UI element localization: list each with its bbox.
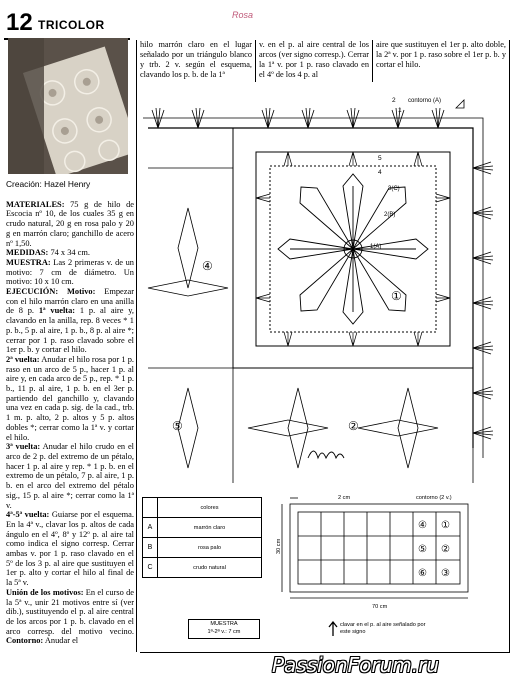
label-round-2b: 2(B) — [384, 212, 396, 218]
sample-text: Las 2 primeras v. de un motivo: 7 cm de diámetro. Un motivo: 10 x 10 cm. — [6, 257, 134, 287]
sample-label: MUESTRA: — [6, 257, 51, 267]
join-sign-note: clavar en el p. al aire señalado por este signo — [340, 622, 426, 635]
legend-label: rosa palo — [158, 538, 262, 558]
materials-label: MATERIALES: — [6, 199, 65, 209]
sample-box-text: 1ª-2ª v.: 7 cm — [207, 629, 241, 635]
top-column-3-text: aire que sustituyen el 1er p. alto doble, la 2ª v. por 1 p. raso sobre el 1er p. b. y cortar el hilo. — [376, 40, 506, 69]
round45-paragraph — [6, 510, 134, 588]
handwritten-note: Rosa — [232, 10, 254, 20]
column-rule-2 — [255, 40, 256, 82]
credit-line: Creación: Hazel Henry — [6, 179, 91, 189]
label-round-2-outer: 2 — [392, 97, 396, 104]
legend-row — [143, 558, 262, 578]
star-flower — [278, 174, 428, 324]
round3-text: Anudar el hilo crudo en el arco de 2 p. del extremo de un pétalo, hacer 1 p. al aire y rep. * 1 p. b. en el extremo de un pétalo, 7 p. al aire, 1 p. b. en el arco del extremo del pétalo sig., 15 p. al aire *; cerrar como la 1ª v. — [6, 442, 134, 510]
cell-marker-6: ⑥ — [418, 568, 427, 579]
top-column-2-text: v. en el p. al aire central de los arcos (ver signo corresp.). Cerrar la 1ª v. por 1 p. raso clavado en el 4º de los 4 p. al — [259, 40, 369, 79]
label-contorno-a: contorno (A) — [408, 98, 442, 104]
border-label: Contorno: — [6, 636, 44, 646]
column-rule-1 — [136, 40, 137, 652]
contorno-label: contorno (2 v.) — [416, 495, 452, 501]
legend-code: A — [143, 518, 158, 538]
cell-marker-1: ① — [441, 520, 450, 531]
contour-line-outer — [143, 118, 483, 458]
joining-label: Unión de los motivos: — [6, 587, 84, 597]
round3-label: 3ª vuelta: — [6, 442, 41, 452]
color-legend — [142, 497, 262, 578]
legend-row — [143, 538, 262, 558]
cell-marker-4: ④ — [418, 520, 427, 531]
label-round-5: 5 — [378, 155, 382, 162]
legend-code: B — [143, 538, 158, 558]
start-triangle-icon — [456, 100, 464, 108]
label-round-1-outer: 1 — [398, 107, 402, 114]
round2-paragraph — [6, 355, 134, 442]
legend-row — [143, 518, 262, 538]
pattern-number: 12 — [6, 9, 33, 36]
pattern-title: TRICOLOR — [38, 18, 105, 32]
assembly-layout-diagram — [276, 490, 506, 616]
label-motif-1: ① — [391, 289, 402, 303]
execution-label: EJECUCIÓN: Motivo: — [6, 287, 96, 297]
cell-marker-3: ③ — [441, 568, 450, 579]
round2-label: 2ª vuelta: — [6, 354, 40, 364]
measures-text: 74 x 34 cm. — [48, 248, 90, 258]
execution-text: Empezar con el hilo marrón claro en una anilla de 8 p. — [6, 287, 134, 316]
legend-header: colores — [158, 498, 262, 518]
label-round-3c: 3(C) — [388, 186, 400, 192]
legend-code: C — [143, 558, 158, 578]
round1-label: 1ª vuelta: — [38, 306, 76, 316]
adjacent-motifs — [148, 168, 473, 483]
label-round-1a: 1(A) — [370, 244, 382, 250]
product-photo — [8, 38, 128, 174]
top-column-1 — [140, 40, 252, 80]
round3-paragraph — [6, 442, 134, 510]
border-text: Anudar el — [43, 636, 79, 646]
pattern-header — [0, 8, 140, 38]
column-rule-3 — [372, 40, 373, 82]
top-column-2 — [259, 40, 369, 80]
sample-box — [188, 619, 260, 639]
measures-label: MEDIDAS: — [6, 248, 49, 258]
top-column-3 — [376, 40, 506, 70]
label-motif-2: ② — [348, 419, 359, 433]
lace-photo-illustration — [8, 38, 128, 174]
contour-line — [148, 128, 473, 448]
legend-label: marrón claro — [158, 518, 262, 538]
width-label: 70 cm — [372, 604, 388, 610]
join-sign-icon — [328, 621, 338, 637]
label-round-4: 4 — [378, 169, 382, 176]
top-column-1-text: hilo marrón claro en el lugar señalado por un triángulo blanco y trb. 2 v. según el esquema, clavando los p. b. de la 1ª — [140, 40, 252, 79]
sample-paragraph — [6, 258, 134, 287]
joining-paragraph — [6, 588, 134, 646]
legend-header-row — [143, 498, 262, 518]
materials-paragraph — [6, 200, 134, 249]
materials-text: 75 g de hilo de Escocia nº 10, de los cuales 35 g en crudo natural, 20 g en rosa palo y 20 g en marrón claro; ganchillo de acero nº 1,50. — [6, 199, 134, 248]
sample-box-title: MUESTRA — [210, 621, 238, 627]
joining-text: En el curso de la 5ª v., unir 21 motivos entre sí (ver dib.), sustituyendo el p. al aire central de los arcos por 1 p. b. clavado en el arco corresp. del motivo vecino. — [6, 587, 134, 636]
cell-marker-2: ② — [441, 544, 450, 555]
round2-text: Anudar el hilo rosa por 1 p. raso en un arco de 5 p., hacer 1 p. al aire y, en cada arco de 5 p., rep. * 1 p. b., 11 p. al aire, 1 p. b. en el 3er p. partiendo del ganchillo y, clavando una vez en cada p. sig. de la cad., trb. 1 m. p. alto, 2 p. altos y 5 p. altos dobles *; cerrar como la 1ª v. y cortar el hilo. — [6, 354, 135, 442]
height-label: 30 cm — [276, 538, 282, 554]
watermark: PassionForum.ru — [272, 653, 440, 677]
label-motif-4: ④ — [202, 259, 213, 273]
legend-label: crudo natural — [158, 558, 262, 578]
instructions-left-column — [6, 180, 134, 646]
round45-text: Guiarse por el esquema. En la 4ª v., clavar los p. altos de cada ángulo en el 4º, 8º y 12º p. al aire tal como indica el signo corresp. Cerrar ambas v. por 1 p. raso clavado en el 5º de los 3 p. al aire que sustituyen el 1er p. alto y cortar el hilo al final de la 5ª v. — [6, 510, 134, 588]
dimension-2cm: 2 cm — [338, 495, 351, 501]
label-motif-5: ⑤ — [172, 419, 183, 433]
execution-paragraph — [6, 287, 134, 355]
designer-signature — [308, 451, 344, 458]
measures-paragraph — [6, 248, 134, 258]
crochet-chart — [138, 88, 510, 488]
cell-marker-5: ⑤ — [418, 544, 427, 555]
legend-header-empty — [143, 498, 158, 518]
round1-text: 1 p. al aire y, clavando en la anilla, rep. 8 veces * 1 p. b., 5 p. al aire, 1 p. b., 8 p. al aire *; cerrar por 1 p. raso clavado sobre el 1er p. b. y cortar el hilo. — [6, 306, 134, 355]
round45-label: 4ª-5ª vuelta: — [6, 510, 50, 520]
layout-grid-lines — [298, 512, 460, 584]
